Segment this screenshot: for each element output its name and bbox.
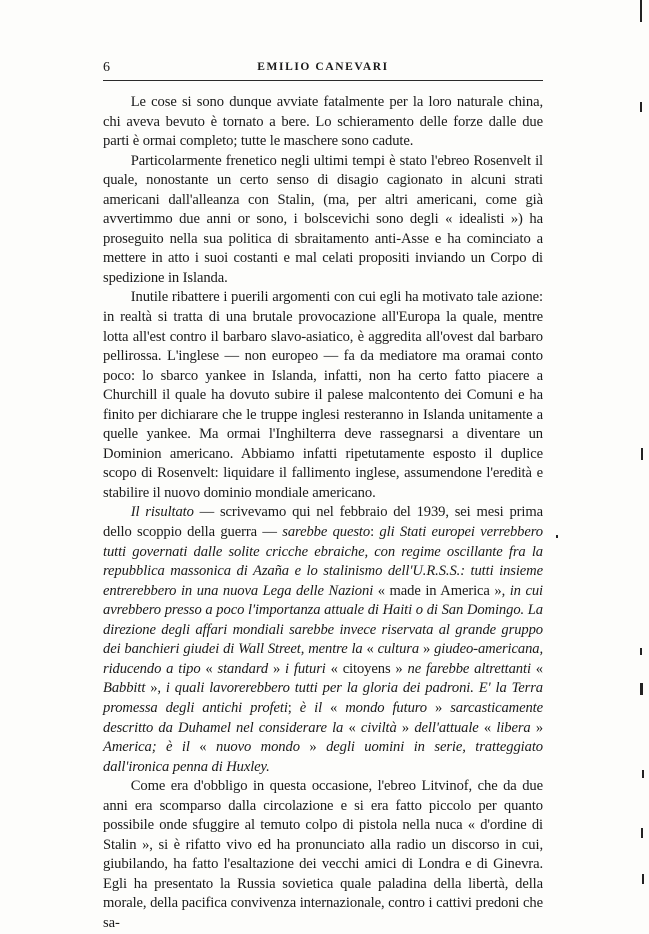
- italic-text: ne farebbe altrettanti: [407, 660, 531, 677]
- scan-mark: [640, 102, 642, 112]
- scan-mark: [641, 828, 643, 838]
- italic-text: sarebbe questo: [282, 524, 371, 541]
- italic-text: in cui avrebbero presso a poco l'importanza attuale di Haiti o di San Domingo. La direzione degli affari mondiali sarebbe invece riservata al grande gruppo dei banchieri giudei di Wall Street, mentre la: [103, 582, 543, 658]
- italic-text: Il risultato: [130, 504, 194, 521]
- text-run: »: [396, 719, 415, 736]
- italic-text: nuovo mondo: [216, 739, 300, 756]
- text-run: »: [419, 641, 435, 658]
- text-run: «: [200, 660, 218, 677]
- text-run: »,: [145, 680, 166, 697]
- text-run: «: [362, 641, 378, 658]
- text-run: «: [343, 719, 361, 736]
- italic-text: giudeo-americana, riducendo a tipo: [103, 641, 544, 677]
- text-run: »: [268, 660, 286, 677]
- scan-mark: [642, 770, 644, 778]
- paragraph: [103, 152, 543, 289]
- paragraph: [103, 288, 543, 503]
- scan-mark: [556, 535, 558, 538]
- italic-text: i quali lavorerebbero tutti per la gloria dei padroni. E' la Terra promessa degli antichi profeti: [103, 680, 543, 716]
- body-text: [103, 93, 543, 934]
- text-run: «: [530, 660, 544, 677]
- text-run: — scrivevamo qui nel febbraio del 1939, sei mesi prima dello scoppio della guerra —: [103, 504, 543, 541]
- scan-mark: [640, 0, 642, 22]
- text-run: « citoyens »: [325, 660, 408, 677]
- text-run: «: [189, 739, 216, 756]
- italic-text: sarcasticamente descritto da Duhamel nel considerare la: [103, 699, 543, 736]
- scan-mark: [640, 683, 643, 695]
- text-run: ;: [287, 699, 300, 716]
- text-run: »: [299, 739, 327, 756]
- italic-text: Babbitt: [103, 680, 146, 697]
- italic-text: degli uomini in serie, tratteggiato dall'ironica penna di Huxley.: [103, 739, 543, 775]
- text-run: Come era d'obbligo in questa occasione, l'ebreo Litvinof, che da due anni era scomparso dalla circolazione e si era fatto piccolo per quanto possibile onde sfuggire al temuto colpo di pistola nella nuca « d'ordine di Stalin », si è rifatto vivo ed ha pronunciato alla radio un discorso in cui, giubilando, ha fatto l'esaltazione dei vecchi amici di Londra e di Ginevra. Egli ha presentato la Russia sovietica quale paladina della libertà, della morale, della pacifica convivenza internazionale, contro i cattivi predoni che sa-: [103, 778, 543, 931]
- italic-text: libera: [496, 719, 531, 736]
- scan-mark: [641, 448, 643, 460]
- italic-text: civiltà: [360, 719, 397, 736]
- text-run: »: [427, 699, 451, 716]
- text-run: « made in America »,: [373, 582, 510, 599]
- text-run: »: [530, 719, 544, 736]
- text-run: «: [322, 699, 346, 716]
- italic-text: mondo futuro: [345, 699, 427, 716]
- text-run: Particolarmente frenetico negli ultimi tempi è stato l'ebreo Rosenvelt il quale, nonostante un certo senso di disagio cagionato in alcuni strati americani dall'alleanza con Stalin, (ma, per altri americani, come già avvertimmo due anni or sono, i bolscevichi sono degli « idealisti ») ha proseguito nella sua politica di sbraitamento anti-Asse e ha cominciato a mettere in atto i suoi costanti e mal celati propositi inviando un Corpo di spedizione in Islanda.: [103, 152, 543, 286]
- italic-text: i futuri: [285, 660, 326, 677]
- page-number: 6: [103, 60, 110, 75]
- paragraph: [103, 93, 543, 152]
- running-head: EMILIO CANEVARI: [257, 61, 389, 73]
- paragraph: [103, 777, 543, 933]
- italic-text: cultura: [377, 641, 420, 658]
- italic-text: gli Stati europei verrebbero tutti governati dalle solite cricche ebraiche, con regime oscillante fra la repubblica massonica di Azaña e lo stalinismo dell'U.R.S.S.: tutti insieme entrerebbero in una nuova Lega delle Nazioni: [103, 524, 543, 599]
- italic-text: standard: [217, 660, 269, 677]
- italic-text: dell'attuale: [414, 719, 479, 736]
- scan-mark: [642, 874, 644, 884]
- scan-mark: [640, 648, 642, 655]
- text-run: :: [370, 524, 380, 541]
- text-run: Inutile ribattere i puerili argomenti con cui egli ha motivato tale azione: in realtà si tratta di una brutale provocazione all'Europa la quale, mentre lotta all'est contro il barbaro slavo-asiatico, è aggredita all'ovest dal barbaro pellirossa. L'inglese — non europeo — fa da mediatore ma oramai conto poco: lo sbarco yankee in Islanda, infatti, non ha certo fatto piacere a Churchill il quale ha dovuto subire il palese malcontento dei Comuni e ha finito per dichiarare che le truppe inglesi resteranno in Islanda unitamente a quelle yankee. Ma ormai l'Inghilterra deve rassegnarsi a diventare un Dominion americano. Abbiamo infatti ripetutamente esposto il duplice scopo di Rosenvelt: liquidare il fallimento inglese, assumendone l'eredità e stabilire il nuovo dominio mondiale americano.: [103, 289, 543, 501]
- italic-text: America; è il: [103, 739, 190, 756]
- header-rule: [103, 80, 543, 81]
- text-run: Le cose si sono dunque avviate fatalmente per la loro naturale china, chi aveva bevuto è tornato a bere. Lo schieramento delle forze dalle due parti è ormai completo; tutte le maschere sono cadute.: [103, 94, 543, 150]
- page-header: [103, 60, 543, 78]
- text-run: «: [478, 719, 497, 736]
- paragraph: [103, 503, 543, 777]
- italic-text: è il: [299, 699, 323, 716]
